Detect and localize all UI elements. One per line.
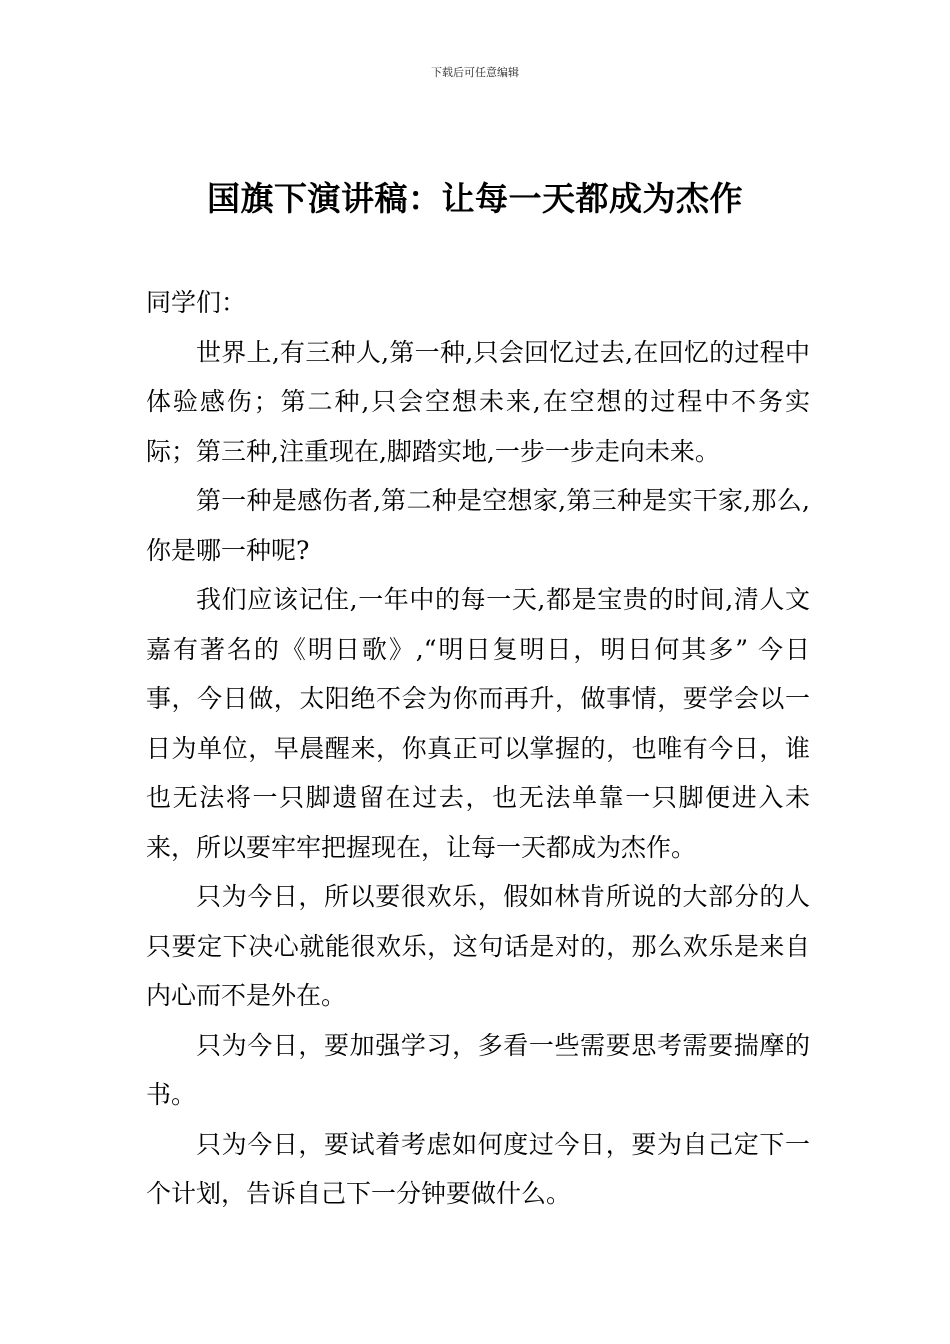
document-body xyxy=(146,278,810,1219)
paragraph-which-kind: 第一种是感伤者,第二种是空想家,第三种是实干家,那么,你是哪一种呢? xyxy=(146,486,810,565)
paragraph-be-happy: 只为今日，所以要很欢乐，假如林肯所说的大部分的人只要定下决心就能很欢乐，这句话是对的，那么欢乐是来自内心而不是外在。 xyxy=(146,882,810,1010)
paragraph-remember-each-day: 我们应该记住,一年中的每一天,都是宝贵的时间,清人文嘉有著名的《明日歌》,“明日复明日，明日何其多” 今日事，今日做，太阳绝不会为你而再升，做事情，要学会以一日为单位，早晨醒来，你真正可以掌握的，也唯有今日，谁也无法将一只脚遗留在过去，也无法单靠一只脚便进入未来，所以要牢牢把握现在，让每一天都成为杰作。 xyxy=(146,585,810,862)
page-header-note: 下载后可任意编辑 xyxy=(431,66,519,79)
document-title: 国旗下演讲稿：让每一天都成为杰作 xyxy=(207,179,743,218)
salutation: 同学们： xyxy=(146,288,247,317)
paragraph-plan: 只为今日，要试着考虑如何度过今日，要为自己定下一个计划，告诉自己下一分钟要做什么。 xyxy=(146,1129,810,1208)
paragraph-three-kinds-of-people: 世界上,有三种人,第一种,只会回忆过去,在回忆的过程中体验感伤；第二种,只会空想未来,在空想的过程中不务实际；第三种,注重现在,脚踏实地,一步一步走向未来。 xyxy=(146,337,810,466)
paragraph-study: 只为今日，要加强学习，多看一些需要思考需要揣摩的书。 xyxy=(146,1030,810,1109)
